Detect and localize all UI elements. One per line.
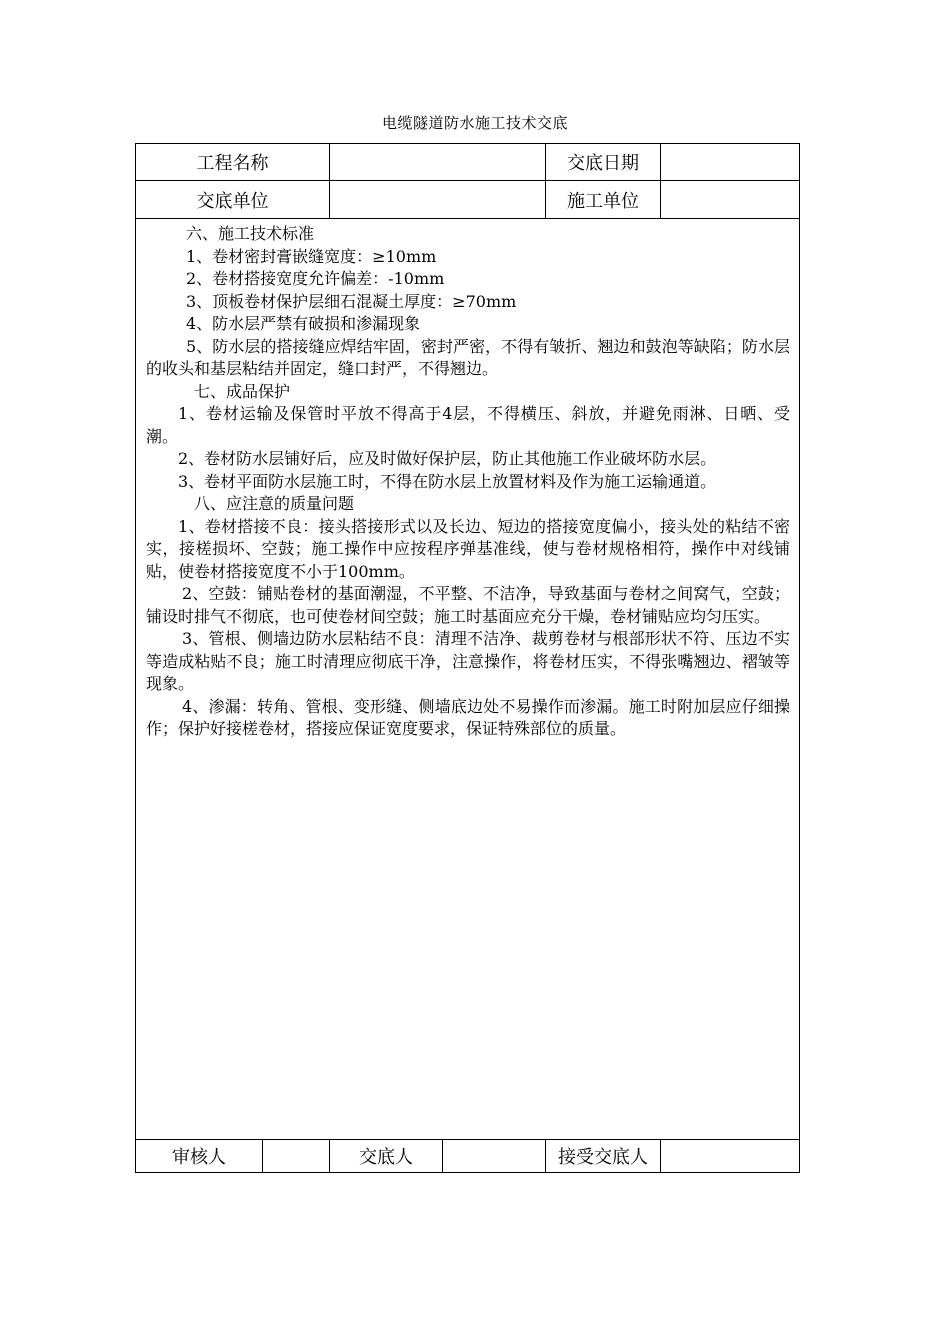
section-8-item-1: 1、卷材搭接不良：接头搭接形式以及长边、短边的搭接宽度偏小，接头处的粘结不密实，接槎损坏、空鼓；施工操作中应按程序弹基准线，使与卷材规格相符，操作中对线铺贴，使卷材搭接宽度不小于100mm。	[146, 516, 791, 581]
discloser-label: 交底人	[330, 1140, 443, 1173]
construction-unit-field[interactable]	[661, 181, 800, 219]
section-8-title: 八、应注意的质量问题	[194, 494, 355, 513]
date-field[interactable]	[661, 144, 800, 181]
section-7-title: 七、成品保护	[194, 381, 291, 401]
project-name-label: 工程名称	[136, 144, 330, 181]
reviewer-label: 审核人	[136, 1140, 263, 1173]
section-7-item-1: 1、卷材运输及保管时平放不得高于4层，不得横压、斜放，并避免雨淋、日晒、受潮。	[146, 404, 791, 446]
reviewer-field[interactable]	[263, 1140, 330, 1173]
receiver-label: 接受交底人	[546, 1140, 661, 1173]
discloser-field[interactable]	[443, 1140, 546, 1173]
disclosure-table	[135, 143, 800, 1173]
section-8-item-4: 4、渗漏：转角、管根、变形缝、侧墙底边处不易操作而渗漏。施工时附加层应仔细操作；保护好接槎卷材，搭接应保证宽度要求，保证特殊部位的质量。	[146, 696, 791, 738]
unit-label: 交底单位	[136, 181, 330, 219]
section-6-item-4: 4、防水层严禁有破损和渗漏现象	[186, 314, 421, 333]
section-8-item-3: 3、管根、侧墙边防水层粘结不良：清理不洁净、裁剪卷材与根部形状不符、压边不实等造成粘贴不良；施工时清理应彻底干净，注意操作，将卷材压实，不得张嘴翘边、褶皱等现象。	[146, 629, 791, 693]
construction-unit-label: 施工单位	[546, 181, 661, 219]
section-6-item-2: 2、卷材搭接宽度允许偏差：-10mm	[186, 269, 445, 288]
disclosure-content	[136, 219, 799, 741]
date-label: 交底日期	[546, 144, 661, 181]
section-7-item-2: 2、卷材防水层铺好后，应及时做好保护层，防止其他施工作业破坏防水层。	[178, 449, 717, 468]
content-cell	[136, 219, 800, 1140]
receiver-field[interactable]	[661, 1140, 800, 1173]
document-title: 电缆隧道防水施工技术交底	[381, 114, 568, 132]
project-name-field[interactable]	[330, 144, 546, 181]
section-8-item-2: 2、空鼓：铺贴卷材的基面潮湿，不平整、不洁净，导致基面与卷材之间窝气，空鼓；铺设时排气不彻底，也可使卷材间空鼓；施工时基面应充分干燥，卷材铺贴应均匀压实。	[146, 584, 791, 626]
section-6-item-5: 5、防水层的搭接缝应焊结牢固，密封严密，不得有皱折、翘边和鼓泡等缺陷；防水层的收头和基层粘结并固定，缝口封严，不得翘边。	[146, 336, 791, 378]
section-6-item-3: 3、顶板卷材保护层细石混凝土厚度：≥70mm	[186, 291, 517, 311]
section-7-item-3: 3、卷材平面防水层施工时，不得在防水层上放置材料及作为施工运输通道。	[178, 471, 717, 491]
section-6-title: 六、施工技术标准	[186, 224, 315, 243]
section-6-item-1: 1、卷材密封膏嵌缝宽度：≥10mm	[186, 246, 437, 266]
unit-field[interactable]	[330, 181, 546, 219]
